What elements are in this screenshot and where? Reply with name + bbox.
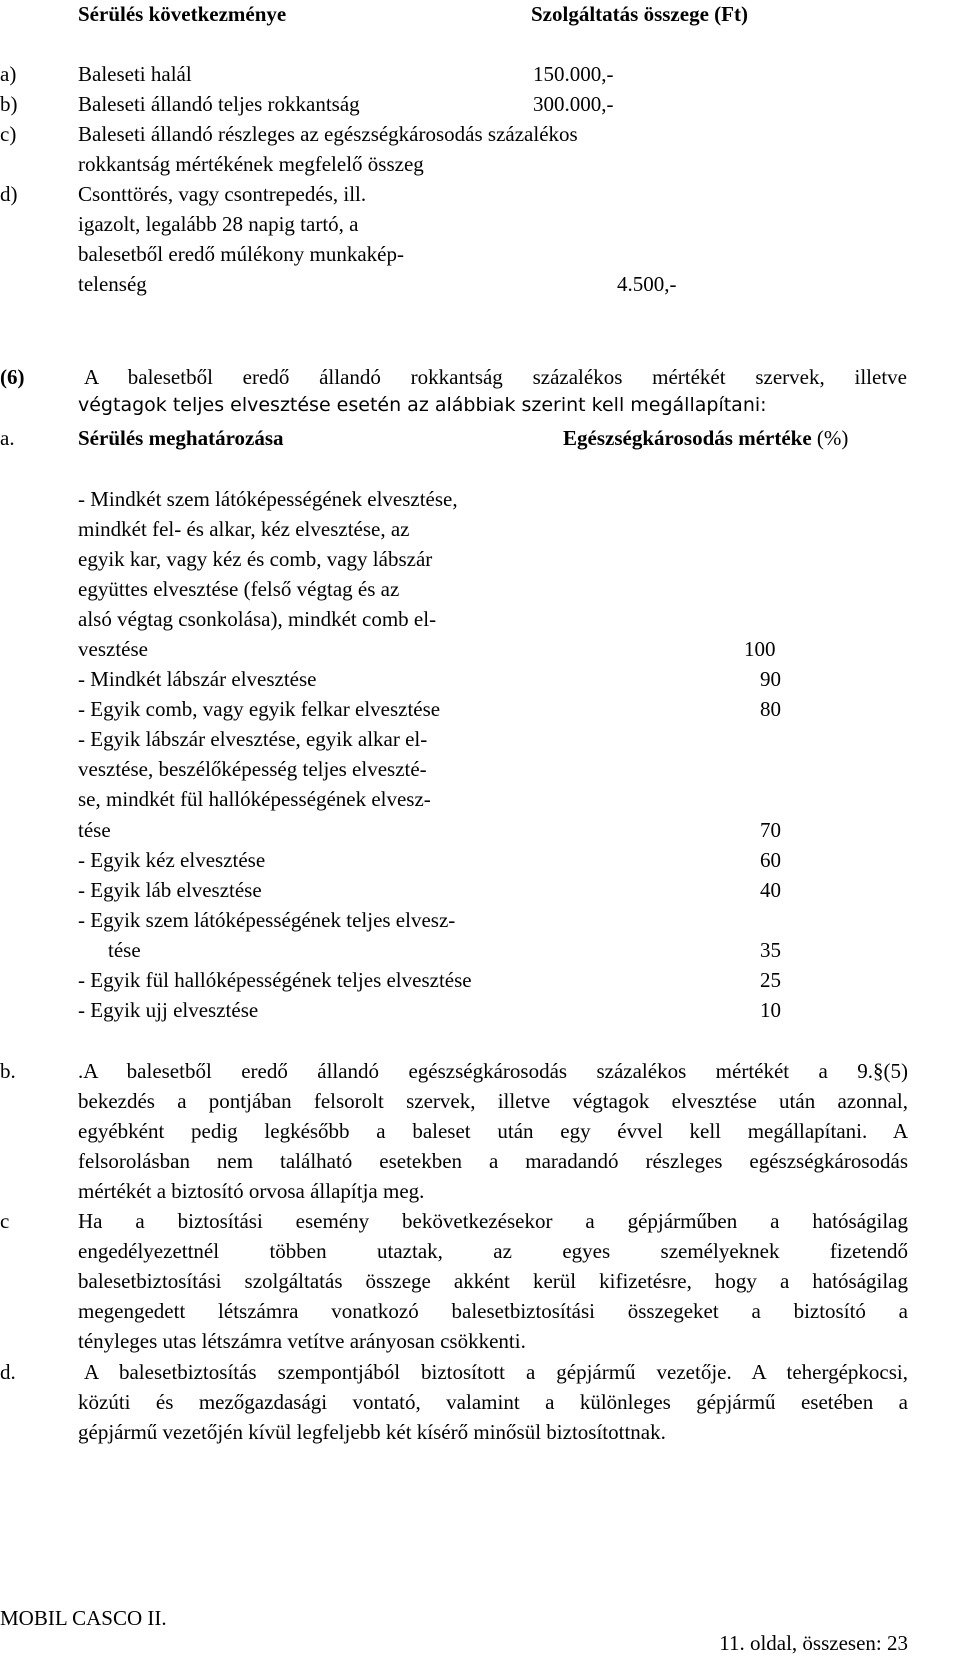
paragraph-c-line-5: tényleges utas létszámra vetítve arányosan csökkenti. xyxy=(78,1329,526,1353)
table1-header-right: Szolgáltatás összege (Ft) xyxy=(531,2,748,26)
paragraph-c-line-4: megengedett létszámra vonatkozó balesetbiztosítási összegeket a biztosító a xyxy=(78,1299,908,1323)
paragraph-d-line-2: közúti és mezőgazdasági vontató, valamint a különleges gépjármű esetében a xyxy=(78,1390,908,1414)
paragraph-b-line-1: .A balesetből eredő állandó egészségkárosodás százalékos mértékét a 9.§(5) xyxy=(78,1059,908,1083)
table2-entry-7-value: 35 xyxy=(760,938,781,962)
paragraph-b-letter: b. xyxy=(0,1059,16,1083)
table2-entry-2-line-1: - Mindkét lábszár elvesztése xyxy=(78,667,317,691)
table2-entry-1-line-2: mindkét fel- és alkar, kéz elvesztése, az xyxy=(78,517,410,541)
table2-entry-1-line-1: - Mindkét szem látóképességének elvesztése, xyxy=(78,487,458,511)
table1-row-a-letter: a) xyxy=(0,62,17,86)
paragraph-d-line-1: A balesetbiztosítás szempontjából biztosított a gépjármű vezetője. A tehergépkocsi, xyxy=(84,1360,908,1384)
table2-entry-2-value: 90 xyxy=(760,667,781,691)
table1-row-d-letter: d) xyxy=(0,182,18,206)
table1-row-b-letter: b) xyxy=(0,92,18,116)
paragraph-d-letter: d. xyxy=(0,1360,16,1384)
table1-row-c-text-2: rokkantság mértékének megfelelő összeg xyxy=(78,152,424,176)
table2-entry-4-line-2: vesztése, beszélőképesség teljes elveszté- xyxy=(78,757,427,781)
table2-entry-8-value: 25 xyxy=(760,968,781,992)
table2-header-right-unit: (%) xyxy=(811,426,849,450)
table2-entry-1-value: 100 xyxy=(744,637,776,661)
paragraph-c-letter: c xyxy=(0,1209,10,1233)
paragraph-b-line-5: mértékét a biztosító orvosa állapítja meg. xyxy=(78,1179,425,1203)
table2-entry-9-line-1: - Egyik ujj elvesztése xyxy=(78,998,259,1022)
table2-entry-7-line-1: - Egyik szem látóképességének teljes elvesz- xyxy=(78,908,456,932)
table2-entry-5-line-1: - Egyik kéz elvesztése xyxy=(78,848,266,872)
footer-document-title: MOBIL CASCO II. xyxy=(0,1606,167,1630)
table1-row-d-text-1: Csonttörés, vagy csontrepedés, ill. xyxy=(78,182,367,206)
table2-entry-7-line-2: tése xyxy=(108,938,141,962)
table2-entry-5-value: 60 xyxy=(760,848,781,872)
table2-entry-4-value: 70 xyxy=(760,818,781,842)
table1-row-a-amount: 150.000,- xyxy=(533,62,614,86)
table2-entry-1-line-6: vesztése xyxy=(78,637,148,661)
section-line-1: A balesetből eredő állandó rokkantság százalékos mértékét szervek, illetve xyxy=(84,365,907,389)
section-line-2: végtagok teljes elvesztése esetén az alábbiak szerint kell megállapítani: xyxy=(78,394,767,416)
table2-entry-3-line-1: - Egyik comb, vagy egyik felkar elvesztése xyxy=(78,697,441,721)
table1-header-left: Sérülés következménye xyxy=(78,2,287,26)
table2-header-right xyxy=(563,428,848,449)
table1-row-b-text: Baleseti állandó teljes rokkantság xyxy=(78,92,360,116)
table2-entry-8-line-1: - Egyik fül hallóképességének teljes elvesztése xyxy=(78,968,472,992)
paragraph-d-line-3: gépjármű vezetőjén kívül legfeljebb két kísérő minősül biztosítottnak. xyxy=(78,1420,666,1444)
table2-entry-3-value: 80 xyxy=(760,697,781,721)
paragraph-b-line-3: egyébként pedig legkésőbb a baleset után egy évvel kell megállapítani. A xyxy=(78,1119,908,1143)
table1-row-c-text-1: Baleseti állandó részleges az egészségkárosodás százalékos xyxy=(78,122,578,146)
table1-row-c-letter: c) xyxy=(0,122,17,146)
paragraph-b-line-2: bekezdés a pontjában felsorolt szervek, illetve végtagok elvesztése után azonnal, xyxy=(78,1089,908,1113)
table1-row-d-text-3: balesetből eredő múlékony munkakép- xyxy=(78,242,404,266)
table2-entry-9-value: 10 xyxy=(760,998,781,1022)
table1-row-b-amount: 300.000,- xyxy=(533,92,614,116)
table2-entry-6-line-1: - Egyik láb elvesztése xyxy=(78,878,262,902)
table2-header-right-label: Egészségkárosodás mértéke xyxy=(563,426,812,450)
paragraph-c-line-3: balesetbiztosítási szolgáltatás összege akként kerül kifizetésre, hogy a hatóságilag xyxy=(78,1269,908,1293)
footer-page-number: 11. oldal, összesen: 23 xyxy=(719,1631,908,1655)
table2-entry-1-line-4: együttes elvesztése (felső végtag és az xyxy=(78,577,400,601)
paragraph-c-line-1: Ha a biztosítási esemény bekövetkezésekor a gépjárműben a hatóságilag xyxy=(78,1209,908,1233)
section-number: (6) xyxy=(0,365,25,389)
table2-entry-4-line-4: tése xyxy=(78,818,111,842)
table1-row-d-text-2: igazolt, legalább 28 napig tartó, a xyxy=(78,212,359,236)
table2-header-left: Sérülés meghatározása xyxy=(78,426,284,450)
table2-entry-6-value: 40 xyxy=(760,878,781,902)
table1-row-d-text-4: telenség xyxy=(78,272,147,296)
table2-entry-4-line-1: - Egyik lábszár elvesztése, egyik alkar el- xyxy=(78,727,428,751)
table2-entry-1-line-5: alsó végtag csonkolása), mindkét comb el- xyxy=(78,607,437,631)
table1-row-a-text: Baleseti halál xyxy=(78,62,192,86)
table2-entry-4-line-3: se, mindkét fül hallóképességének elvesz- xyxy=(78,787,431,811)
paragraph-c-line-2: engedélyezettnél többen utaztak, az egyes személyeknek fizetendő xyxy=(78,1239,908,1263)
table2-letter: a. xyxy=(0,426,15,450)
paragraph-b-line-4: felsorolásban nem található esetekben a maradandó részleges egészségkárosodás xyxy=(78,1149,908,1173)
table1-row-d-amount: 4.500,- xyxy=(617,272,677,296)
table2-entry-1-line-3: egyik kar, vagy kéz és comb, vagy lábszár xyxy=(78,547,433,571)
